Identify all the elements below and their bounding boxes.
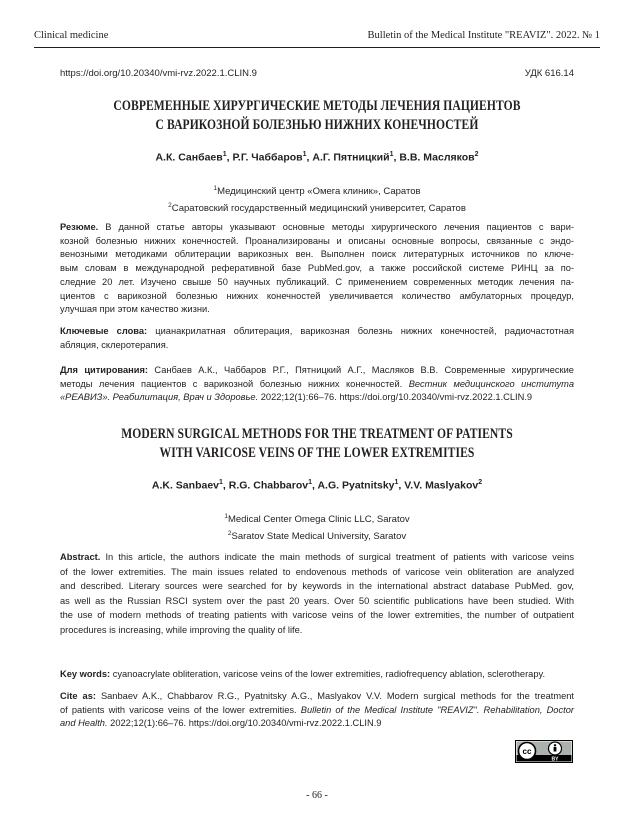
ru-affiliations <box>60 182 574 216</box>
en-article-title <box>111 425 522 463</box>
affiliation-line <box>60 199 574 216</box>
citation-label: Cite as: <box>60 691 96 701</box>
citation-text: Санбаев А.К., Чаббаров Р.Г., Пятницкий А.Г., Масляков В.В. Современные хирургические <box>154 365 574 375</box>
en-keywords <box>60 668 574 682</box>
abstract-line: следние 20 лет. Изучено свыше 50 научных публикаций. С применением современных методик лечения па- <box>60 276 574 287</box>
udk-code: УДК 616.14 <box>524 68 574 79</box>
by-label: BY <box>551 756 559 763</box>
citation-journal: and Health. <box>60 718 108 729</box>
citation-line <box>60 364 574 378</box>
abstract-line: procedures is increasing, while improving the quality of life. <box>60 624 303 635</box>
abstract-line: of the lower extremities. The main issues related to endovenous methods of varicose vein obliteration are analyzed <box>60 566 574 577</box>
page-number: - 66 - <box>306 790 328 801</box>
abstract-line: and described. Literary sources were searched for by keywords in the international abstract database PubMed. gov, <box>60 581 574 592</box>
keywords-label: Key words: <box>60 669 111 679</box>
cc-icon-text: cc <box>522 746 532 756</box>
ru-title-line-2: С ВАРИКОЗНОЙ БОЛЕЗНЬЮ НИЖНИХ КОНЕЧНОСТЕЙ <box>155 117 479 133</box>
citation-label: Для цитирования: <box>60 365 148 375</box>
ru-citation <box>60 364 574 405</box>
citation-journal: Bulletin of the Medical Institute "REAVIZ". Rehabilitation, Doctor <box>300 704 574 715</box>
affiliation-line <box>60 182 574 199</box>
author-affiliation-mark: 1 <box>308 479 313 486</box>
abstract-line: циентов с варикозной болезнью нижних конечностей увеличивается количество амбулаторных процедур, <box>60 290 574 301</box>
abstract-line: козной болезнью нижних конечностей. Проанализированы и описаны основные вопросы, связанные с эндо- <box>60 235 574 246</box>
author-name: Р.Г. Чаббаров <box>232 151 303 164</box>
citation-text: 2022;12(1):66–76. https://doi.org/10.20340/vmi-rvz.2022.1.CLIN.9 <box>110 718 382 729</box>
abstract-line <box>60 221 574 235</box>
author-affiliation-mark: 1 <box>302 151 307 158</box>
abstract-line <box>60 550 574 565</box>
author-name: А.Г. Пятницкий <box>312 151 390 164</box>
affiliation-text: Саратовский государственный медицинский университет, Саратов <box>171 203 466 215</box>
author-affiliation-mark: 1 <box>389 151 394 158</box>
keywords-line <box>60 668 574 682</box>
abstract-line: the use of modern methods of treating patients with varicose veins of the lower extremities, the number of outpatient <box>60 610 574 621</box>
citation-line <box>60 378 574 392</box>
author-affiliation-mark: 1 <box>222 151 227 158</box>
header-divider <box>34 47 600 48</box>
affiliation-mark: 2 <box>227 530 232 538</box>
affiliation-text: Medical Center Omega Clinic LLC, Saratov <box>227 514 410 526</box>
citation-journal: «РЕАВИЗ». Реабилитация, Врач и Здоровье. <box>60 392 259 403</box>
author-affiliation-mark: 2 <box>474 151 479 158</box>
affiliation-mark: 1 <box>213 185 218 192</box>
keywords-line: абляция, склеротерапия. <box>60 339 169 350</box>
affiliation-line <box>60 510 574 527</box>
cc-by-license-badge[interactable] <box>515 740 573 763</box>
abstract-line: as well as the Russian RSCI system over the past 20 years. Over 50 scientific publications have been studied. With <box>60 595 574 606</box>
affiliation-text: Saratov State Medical University, Saratov <box>231 531 407 543</box>
citation-journal: Вестник медицинского института <box>408 378 574 389</box>
keywords-line <box>60 325 574 339</box>
citation-text: методы лечения пациентов с варикозной болезнью нижних конечностей. <box>60 378 403 389</box>
affiliation-line <box>60 527 574 544</box>
keywords-text: cyanoacrylate obliteration, varicose veins of the lower extremities, radiofrequency ablation, sclerotherapy. <box>112 669 546 679</box>
author-name: R.G. Chabbarov <box>228 479 309 492</box>
en-title-line-2: WITH VARICOSE VEINS OF THE LOWER EXTREMITIES <box>159 445 475 461</box>
ru-abstract <box>60 221 574 317</box>
keywords-text: цианакрилатная облитерация, варикозная болезнь нижних конечностей, радиочастотная <box>155 326 574 336</box>
citation-line <box>60 690 574 704</box>
doi-link[interactable]: https://doi.org/10.20340/vmi-rvz.2022.1.CLIN.9 <box>60 68 257 79</box>
affiliation-text: Медицинский центр «Омега клиник», Саратов <box>217 186 421 198</box>
citation-line <box>60 704 574 718</box>
author-affiliation-mark: 1 <box>219 479 223 486</box>
ru-article-title <box>111 97 522 135</box>
ru-authors: А.К. Санбаев$^1$, Р.Г. Чаббаров$^1$, А.Г. Пятницкий$^1$, В.В. Масляков$^2$ <box>155 151 479 164</box>
affiliation-mark: 1 <box>224 513 228 520</box>
citation-line <box>60 391 574 405</box>
abstract-text: В данной статье авторы указывают основные методы хирургического лечения пациентов с вари- <box>105 222 574 232</box>
abstract-line: улучшая при этом качество жизни. <box>60 304 210 315</box>
author-name: А.К. Санбаев <box>155 151 223 164</box>
author-name: В.В. Масляков <box>399 151 475 164</box>
ru-title-line-1: СОВРЕМЕННЫЕ ХИРУРГИЧЕСКИЕ МЕТОДЫ ЛЕЧЕНИЯ ПАЦИЕНТОВ <box>113 98 521 114</box>
citation-text: of patients with varicose veins of the lower extremities. <box>60 704 297 715</box>
running-header-journal-title: Bulletin of the Medical Institute "REAVIZ". 2022. № 1 <box>367 30 600 41</box>
author-name: V.V. Maslyakov <box>404 479 479 492</box>
abstract-text: In this article, the authors indicate the main methods of surgical treatment of patients with varicose veins <box>105 552 574 562</box>
author-affiliation-mark: 1 <box>394 479 399 486</box>
en-abstract <box>60 550 574 638</box>
citation-line <box>60 717 574 731</box>
abstract-label: Abstract. <box>60 552 101 562</box>
en-citation <box>60 690 574 731</box>
author-name: A.K. Sanbaev <box>151 479 219 492</box>
abstract-line: венозными методиками облитерации варикозных вен. Выполнен поиск литературных источников по ключе- <box>60 249 574 260</box>
en-authors: A.K. Sanbaev$^1$, R.G. Chabbarov$^1$, A.G. Pyatnitsky$^1$, V.V. Maslyakov$^2$ <box>151 479 483 492</box>
ru-keywords <box>60 325 574 352</box>
keywords-label: Ключевые слова: <box>60 326 148 336</box>
en-affiliations <box>60 510 574 544</box>
en-title-line-1: MODERN SURGICAL METHODS FOR THE TREATMENT OF PATIENTS <box>121 426 513 442</box>
author-name: A.G. Pyatnitsky <box>317 479 395 492</box>
abstract-label: Резюме. <box>60 222 99 232</box>
running-header-journal-section: Clinical medicine <box>34 30 109 41</box>
citation-text: Sanbaev A.K., Chabbarov R.G., Pyatnitsky A.G., Maslyakov V.V. Modern surgical methods for the treatment <box>100 691 574 701</box>
citation-text: 2022;12(1):66–76. https://doi.org/10.20340/vmi-rvz.2022.1.CLIN.9 <box>260 392 533 403</box>
abstract-line: вым словам в международной реферативной базе PubMed.gov, а также российской системе РИНЦ за по- <box>60 263 574 274</box>
affiliation-mark: 2 <box>168 202 172 210</box>
author-affiliation-mark: 2 <box>478 479 483 486</box>
